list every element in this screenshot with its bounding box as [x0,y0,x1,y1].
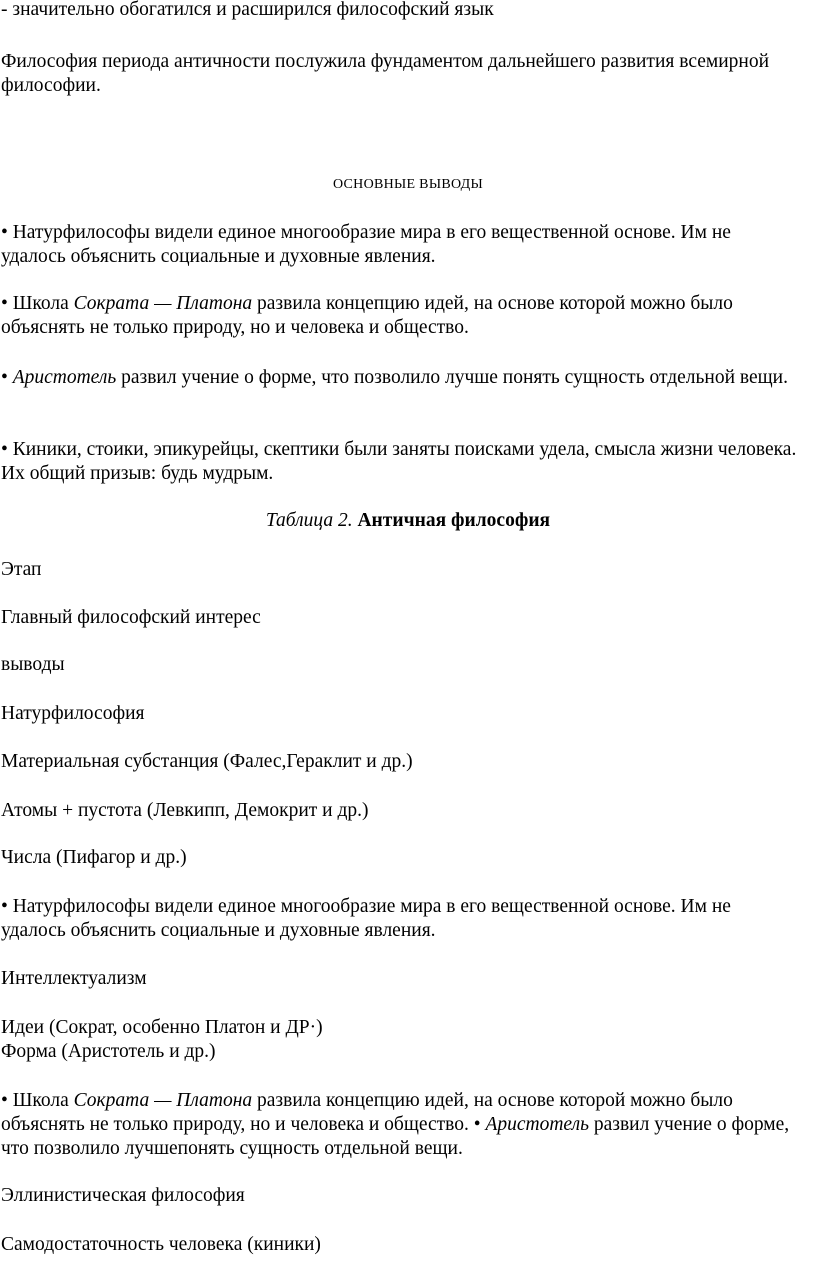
table-row2-interest-b: Форма (Аристотель и др.) [1,1041,216,1062]
table-row2-conclusion: • Школа Сократа — Платона развила концепцию идей, на основе которой можно было объяснять не только природу, но и человека и общество. • Аристотель развил учение о форме, что позволило лучшепонять сущность отдельной вещи. [1,1090,790,1159]
table-header-interest: Главный философский интерес [1,607,261,628]
table-row3-stage: Эллинистическая философия [1,1185,245,1206]
bullet-cynics-stoics: • Киники, стоики, эпикурейцы, скептики были заняты поисками удела, смысла жизни человека. Их общий призыв: будь мудрым. [1,439,797,484]
paragraph-antiquity-foundation: Философия периода античности послужила фундаментом дальнейшего развития всемирной философии. [1,51,770,96]
table-caption-number: Таблица 2. [265,510,353,531]
table-caption-title: Античная философия [357,510,551,531]
table-row1-stage: Натурфилософия [1,703,145,724]
table-header-stage: Этап [1,559,42,580]
bullet-naturphilosophers: • Натурфилософы видели единое многообразие мира в его вещественной основе. Им не удалось объяснить социальные и духовные явления. [1,222,731,267]
table-row1-interest-c: Числа (Пифагор и др.) [1,847,187,868]
table-row3-interest-a: Самодостаточность человека (киники) [1,1234,321,1255]
paragraph-language: - значительно обогатился и расширился философский язык [1,0,494,20]
table-header-conclusions: выводы [1,654,65,675]
bullet-socrates-plato: • Школа Сократа — Платона развила концепцию идей, на основе которой можно было объяснять не только природу, но и человека и общество. [1,293,733,338]
table-row1-interest-b: Атомы + пустота (Левкипп, Демокрит и др.) [1,800,369,821]
table-row1-conclusion: • Натурфилософы видели единое многообразие мира в его вещественной основе. Им не удалось объяснить социальные и духовные явления. [1,896,731,941]
table-row2-stage: Интеллектуализм [1,968,147,989]
table-row1-interest-a: Материальная субстанция (Фалес,Гераклит и др.) [1,751,413,772]
bullet-aristotle: • Аристотель развил учение о форме, что позволило лучше понять сущность отдельной вещи. [1,367,788,388]
table-row2-interest-a: Идеи (Сократ, особенно Платон и ДР·) [1,1017,323,1038]
table-caption [0,509,816,533]
section-heading: ОСНОВНЫЕ ВЫВОДЫ [332,177,484,192]
